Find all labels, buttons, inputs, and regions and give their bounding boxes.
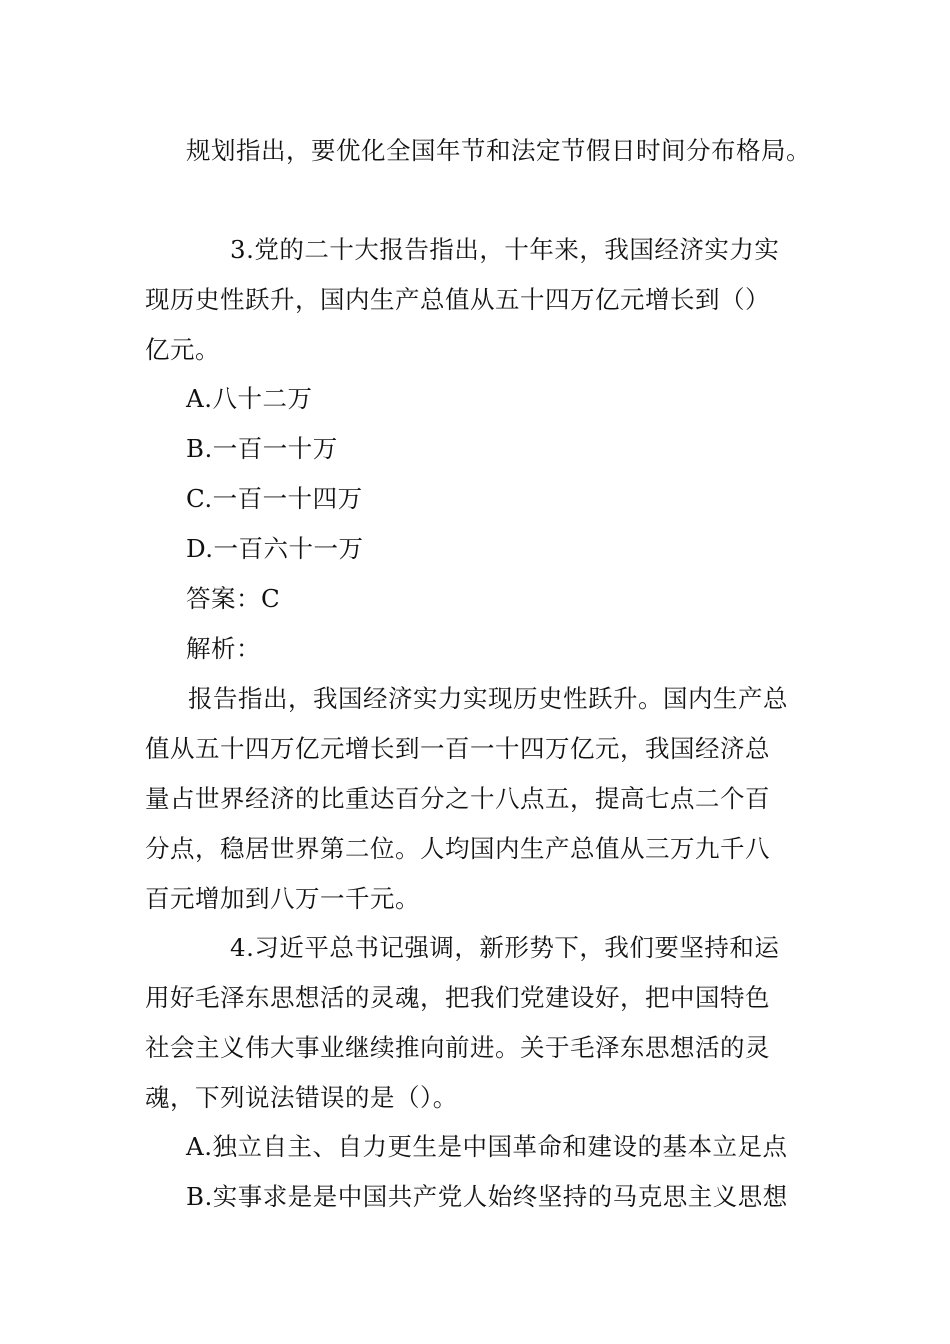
question-4-stem-line-4: 魂，下列说法错误的是（）。 [145,1083,458,1112]
question-4-option-a: A.独立自主、自力更生是中国革命和建设的基本立足点 [186,1132,788,1161]
question-4-option-b: B.实事求是是中国共产党人始终坚持的马克思主义思想 [186,1182,788,1211]
question-4-stem-line-2: 用好毛泽东思想活的灵魂，把我们党建设好，把中国特色 [145,983,770,1012]
question-3-option-d: D.一百六十一万 [186,534,364,563]
analysis-line-1: 报告指出，我国经济实力实现历史性跃升。国内生产总 [188,684,788,713]
intro-line: 规划指出，要优化全国年节和法定节假日时间分布格局。 [186,136,811,165]
question-3-stem-line-2: 现历史性跃升，国内生产总值从五十四万亿元增长到（） [145,285,770,314]
question-3-answer: 答案：C [186,584,281,613]
analysis-line-5: 百元增加到八万一千元。 [145,884,420,913]
question-3-option-b: B.一百一十万 [186,434,338,463]
question-3-option-a: A.八十二万 [186,384,313,413]
question-3-stem-line-1: 3.党的二十大报告指出，十年来，我国经济实力实 [230,235,780,264]
question-4-stem-line-3: 社会主义伟大事业继续推向前进。关于毛泽东思想活的灵 [145,1033,770,1062]
question-4-stem-line-1: 4.习近平总书记强调，新形势下，我们要坚持和运 [230,933,780,962]
analysis-line-3: 量占世界经济的比重达百分之十八点五，提高七点二个百 [145,784,770,813]
question-3-stem-line-3: 亿元。 [145,335,220,364]
analysis-line-2: 值从五十四万亿元增长到一百一十四万亿元，我国经济总 [145,734,770,763]
question-3-option-c: C.一百一十四万 [186,484,363,513]
question-3-analysis-label: 解析： [186,634,261,663]
analysis-line-4: 分点，稳居世界第二位。人均国内生产总值从三万九千八 [145,834,770,863]
